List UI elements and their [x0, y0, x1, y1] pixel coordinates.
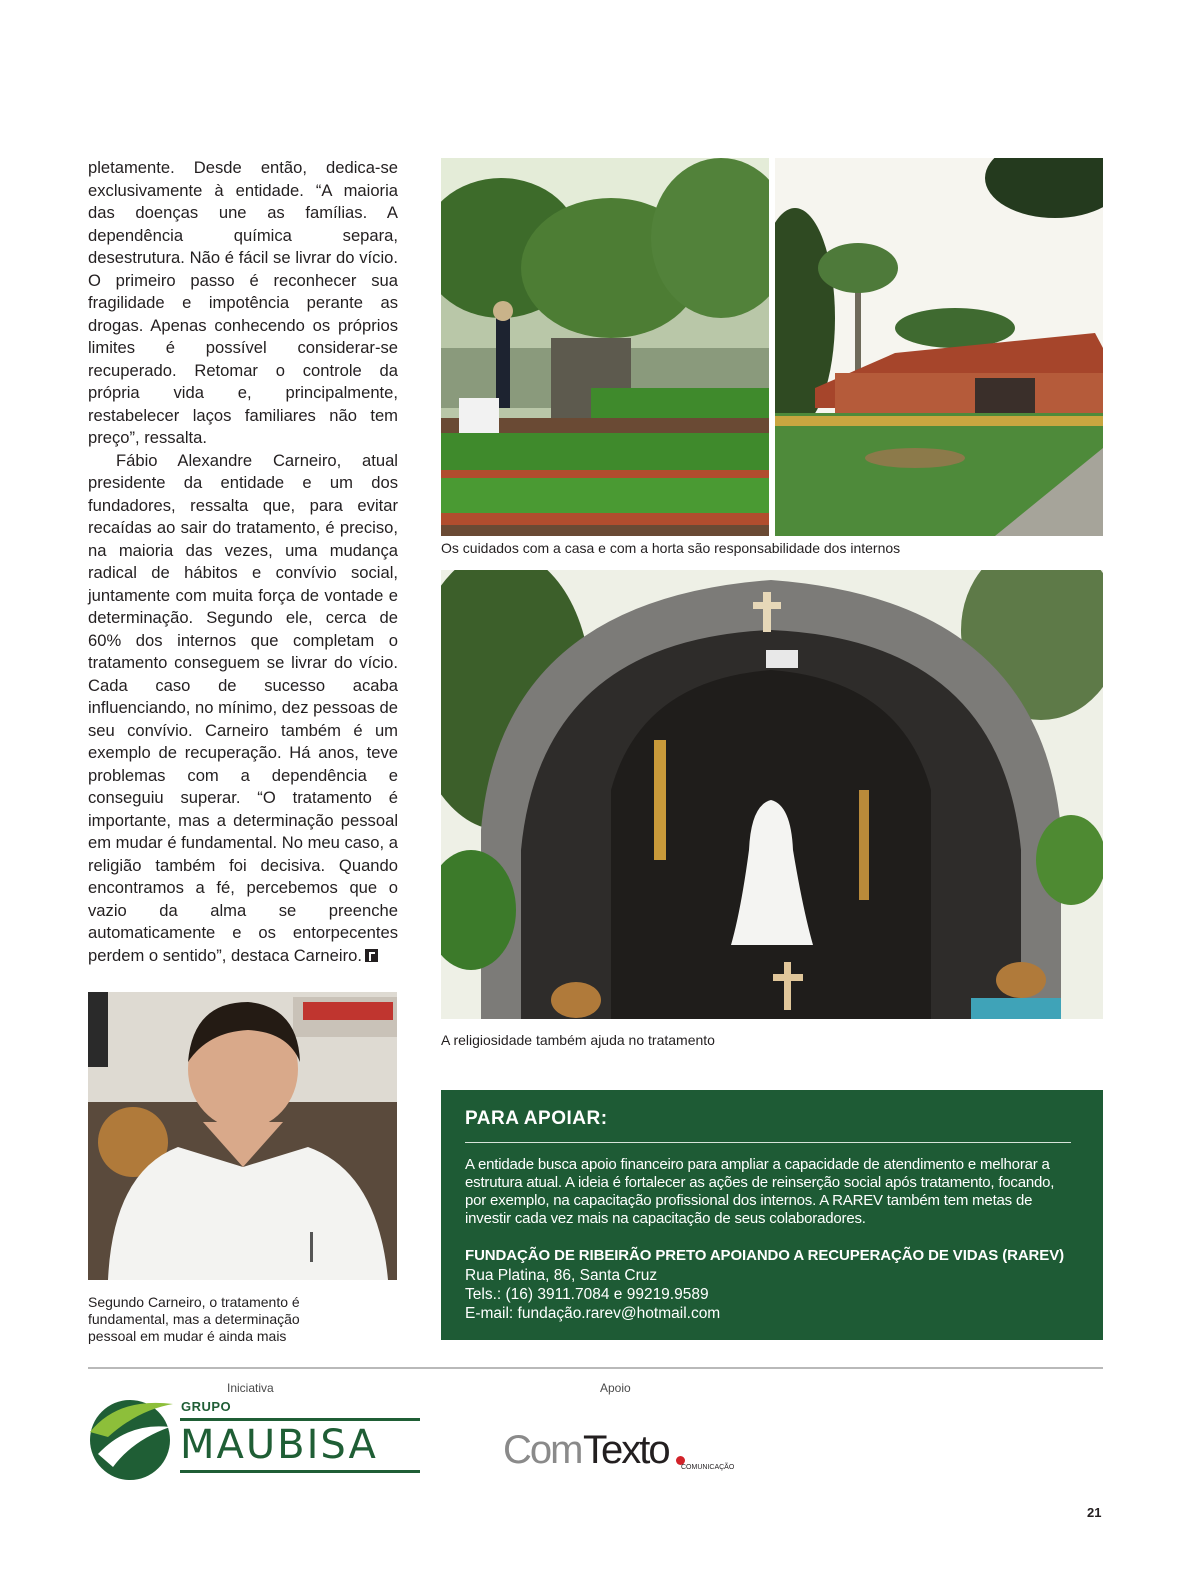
comtexto-logo: [503, 1428, 743, 1478]
initiative-label: Iniciativa: [227, 1381, 274, 1395]
article-text-column: [88, 157, 398, 967]
grotto-photo: [441, 570, 1103, 1019]
grotto-illustration: [441, 570, 1103, 1019]
maubisa-grupo-text: GRUPO: [181, 1399, 232, 1414]
maubisa-logo: [88, 1392, 428, 1484]
page-number: 21: [1087, 1505, 1102, 1520]
maubisa-name-text: MAUBISA: [180, 1422, 378, 1468]
house-illustration: [775, 158, 1103, 536]
grotto-caption: A religiosidade também ajuda no tratamento: [441, 1032, 715, 1048]
support-org-name: FUNDAÇÃO DE RIBEIRÃO PRETO APOIANDO A RECUPERAÇÃO DE VIDAS (RAREV): [465, 1247, 1064, 1264]
comtexto-com-text: Com: [503, 1428, 582, 1472]
portrait-caption: Segundo Carneiro, o tratamento é fundamental, mas a determinação pessoal em mudar é ainda mais: [88, 1294, 300, 1344]
article-paragraph-2-text: Fábio Alexandre Carneiro, atual presidente da entidade e um dos fundadores, ressalta que, para evitar recaídas ao sair do tratamento, é preciso, na maioria das vezes, uma mudança radical de hábitos e convívio social, juntamente com muita força de vontade e determinação. Segundo ele, cerca de 60% dos internos que completam o tratamento conseguem se livrar do vício. Cada caso de sucesso acaba influenciando, no mínimo, dez pessoas de seu convívio. Carneiro também é um exemplo de recuperação. Há anos, teve problemas com a dependência e conseguiu superar. “O tratamento é importante, mas a determinação pessoal em mudar é fundamental. No meu caso, a religião também foi decisiva. Quando encontramos a fé, percebemos que o vazio da alma se preenche automaticamente e os entorpecentes perdem o sentido”, destaca Carneiro.: [88, 450, 398, 965]
article-end-mark-icon: [365, 949, 378, 962]
support-description: A entidade busca apoio financeiro para ampliar a capacidade de atendimento e melhorar a estrutura atual. A ideia é fortalecer as ações de reinserção social após tratamento, focando, por exemplo, na capacitação profissional dos internos. A RAREV também tem metas de investir cada vez mais na capacitação de seus colaboradores.: [465, 1156, 1055, 1227]
article-paragraph-1: pletamente. Desde então, dedica-se exclusivamente à entidade. “A maioria das doenças une as famílias. A dependência química separa, desestrutura. Não é fácil se livrar do vício. O primeiro passo é reconhecer sua fragilidade e impotência perante as drogas. Apenas conhecendo os próprios limites é possível considerar-se recuperado. Retomar o controle da própria vida e, principalmente, restabelecer laços familiares não tem preço”, ressalta.: [88, 158, 398, 447]
maubisa-bottom-rule: [180, 1470, 420, 1473]
comtexto-texto-text: Texto: [583, 1428, 669, 1472]
house-photo: [775, 158, 1103, 536]
support-email[interactable]: E-mail: fundação.rarev@hotmail.com: [465, 1305, 721, 1322]
garden-illustration: [441, 158, 769, 536]
portrait-photo: [88, 992, 397, 1280]
maubisa-leaf-icon: [88, 1392, 178, 1482]
article-paragraph-2: [88, 450, 398, 968]
garden-caption: Os cuidados com a casa e com a horta são responsabilidade dos internos: [441, 540, 901, 556]
garden-photo: [441, 158, 769, 536]
maubisa-top-rule: [180, 1418, 420, 1421]
footer-divider: [88, 1367, 1103, 1369]
support-address: Rua Platina, 86, Santa Cruz: [465, 1267, 658, 1284]
comtexto-sub-text: COMUNICAÇÃO: [681, 1464, 735, 1471]
support-divider: [465, 1142, 1071, 1143]
support-title: PARA APOIAR:: [465, 1108, 608, 1129]
portrait-illustration: [88, 992, 397, 1280]
support-phones: Tels.: (16) 3911.7084 e 99219.9589: [465, 1286, 709, 1303]
support-label: Apoio: [600, 1381, 631, 1395]
support-box: [441, 1090, 1103, 1340]
